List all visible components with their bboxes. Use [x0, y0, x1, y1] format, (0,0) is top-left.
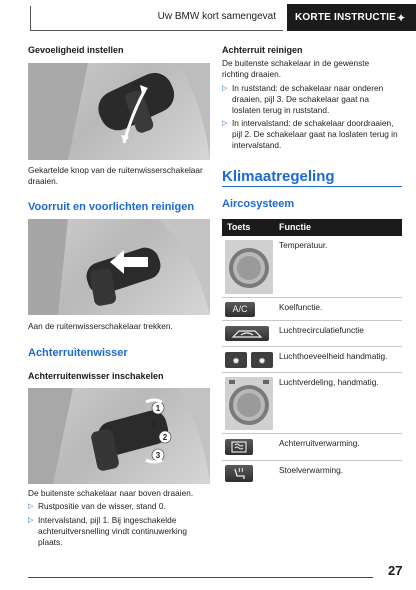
page-number: 27 — [388, 563, 403, 578]
row-function-text: Luchtverdeling, handmatig. — [279, 377, 379, 387]
list-item: ▷ In intervalstand: de schakelaar doordraaien, pijl 2. De schakelaar gaat na loslaten terug in intervalstand. — [222, 118, 398, 150]
bullet-icon: ▷ — [222, 85, 228, 92]
table-row — [222, 321, 402, 347]
header-section-title: Uw BMW kort samengevat — [157, 11, 276, 22]
rear-wiper-section-heading: Achterruitenwisser — [28, 347, 128, 359]
arrow-label-3: 3 — [155, 451, 161, 460]
arrow-label-1: 1 — [155, 404, 161, 413]
ac-button-icon — [225, 302, 255, 317]
table-row — [222, 461, 402, 487]
header-rule — [30, 30, 283, 31]
headlight-heading: Gevoeligheid instellen — [28, 45, 124, 55]
table-row — [222, 373, 402, 434]
washer-lever-photo — [28, 219, 210, 315]
temperature-knob-icon — [225, 240, 273, 294]
header-tab[interactable] — [287, 4, 416, 31]
rear-wiper-bullets — [28, 501, 210, 548]
list-item: ▷ Rustpositie van de wisser, stand 0. — [28, 501, 166, 511]
table-row — [222, 434, 402, 461]
headlight-caption: Gekartelde knop van de ruitenwisserschakelaar draaien. — [28, 165, 203, 186]
row-function-text: Achterruitverwarming. — [279, 438, 360, 448]
col-function-header: Functie — [279, 222, 312, 232]
recirculation-icon — [225, 326, 269, 341]
row-function-text: Temperatuur. — [279, 240, 328, 250]
col-keys-header: Toets — [227, 222, 251, 232]
rear-wiper-caption: De buitenste schakelaar naar boven draaien. — [28, 488, 194, 498]
arrow-label-0: 0 — [151, 419, 157, 428]
fan-speed-icon — [225, 352, 273, 368]
list-item: ▷ Intervalstand, pijl 1. Bij ingeschakelde achteruitversnelling vindt continuwerking plaats. — [28, 515, 187, 547]
row-function-text: Luchtrecirculatiefunctie — [279, 325, 364, 335]
row-function-text: Stoelverwarming. — [279, 465, 344, 475]
climate-table — [222, 219, 402, 487]
aircon-heading: Aircosysteem — [222, 198, 295, 210]
climate-heading: Klimaatregeling — [222, 168, 335, 185]
rear-wiper-subheading: Achterruitenwisser inschakelen — [28, 371, 164, 381]
svg-text:✹: ✹ — [258, 357, 266, 367]
pin-icon: ✦ — [395, 11, 406, 25]
air-distribution-knob-icon — [225, 377, 273, 430]
row-function-text: Luchthoeveelheid handmatig. — [279, 351, 388, 361]
ac-button-label: A/C — [232, 304, 248, 314]
bullet-icon: ▷ — [28, 503, 34, 510]
rear-clean-heading: Achterruit reinigen — [222, 45, 303, 55]
wiper-knob-photo — [28, 63, 210, 160]
rear-defrost-icon — [225, 439, 253, 455]
table-row — [222, 298, 402, 321]
header-tab-label: KORTE INSTRUCTIE — [295, 12, 396, 23]
rear-wiper-switch-photo — [28, 388, 210, 484]
list-item: ▷ In ruststand: de schakelaar naar onderen draaien, pijl 3. De schakelaar gaat na loslaten terug in ruststand. — [222, 83, 384, 115]
table-header — [222, 219, 402, 236]
svg-text:✹: ✹ — [232, 357, 240, 367]
climate-heading-rule — [222, 186, 402, 187]
row-function-text: Koelfunctie. — [279, 302, 323, 312]
footer-rule — [28, 577, 373, 578]
bullet-icon: ▷ — [222, 120, 228, 127]
table-row — [222, 347, 402, 373]
washer-section-heading: Voorruit en voorlichten reinigen — [28, 201, 195, 213]
table-row — [222, 236, 402, 298]
rear-clean-text: De buitenste schakelaar in de gewenste richting draaien. — [222, 58, 370, 79]
arrow-label-2: 2 — [162, 433, 168, 442]
header-left-rule — [30, 6, 31, 31]
seat-heating-icon — [225, 465, 253, 482]
bullet-icon: ▷ — [28, 517, 34, 524]
washer-caption: Aan de ruitenwisserschakelaar trekken. — [28, 321, 173, 331]
rear-clean-bullets — [222, 83, 398, 151]
